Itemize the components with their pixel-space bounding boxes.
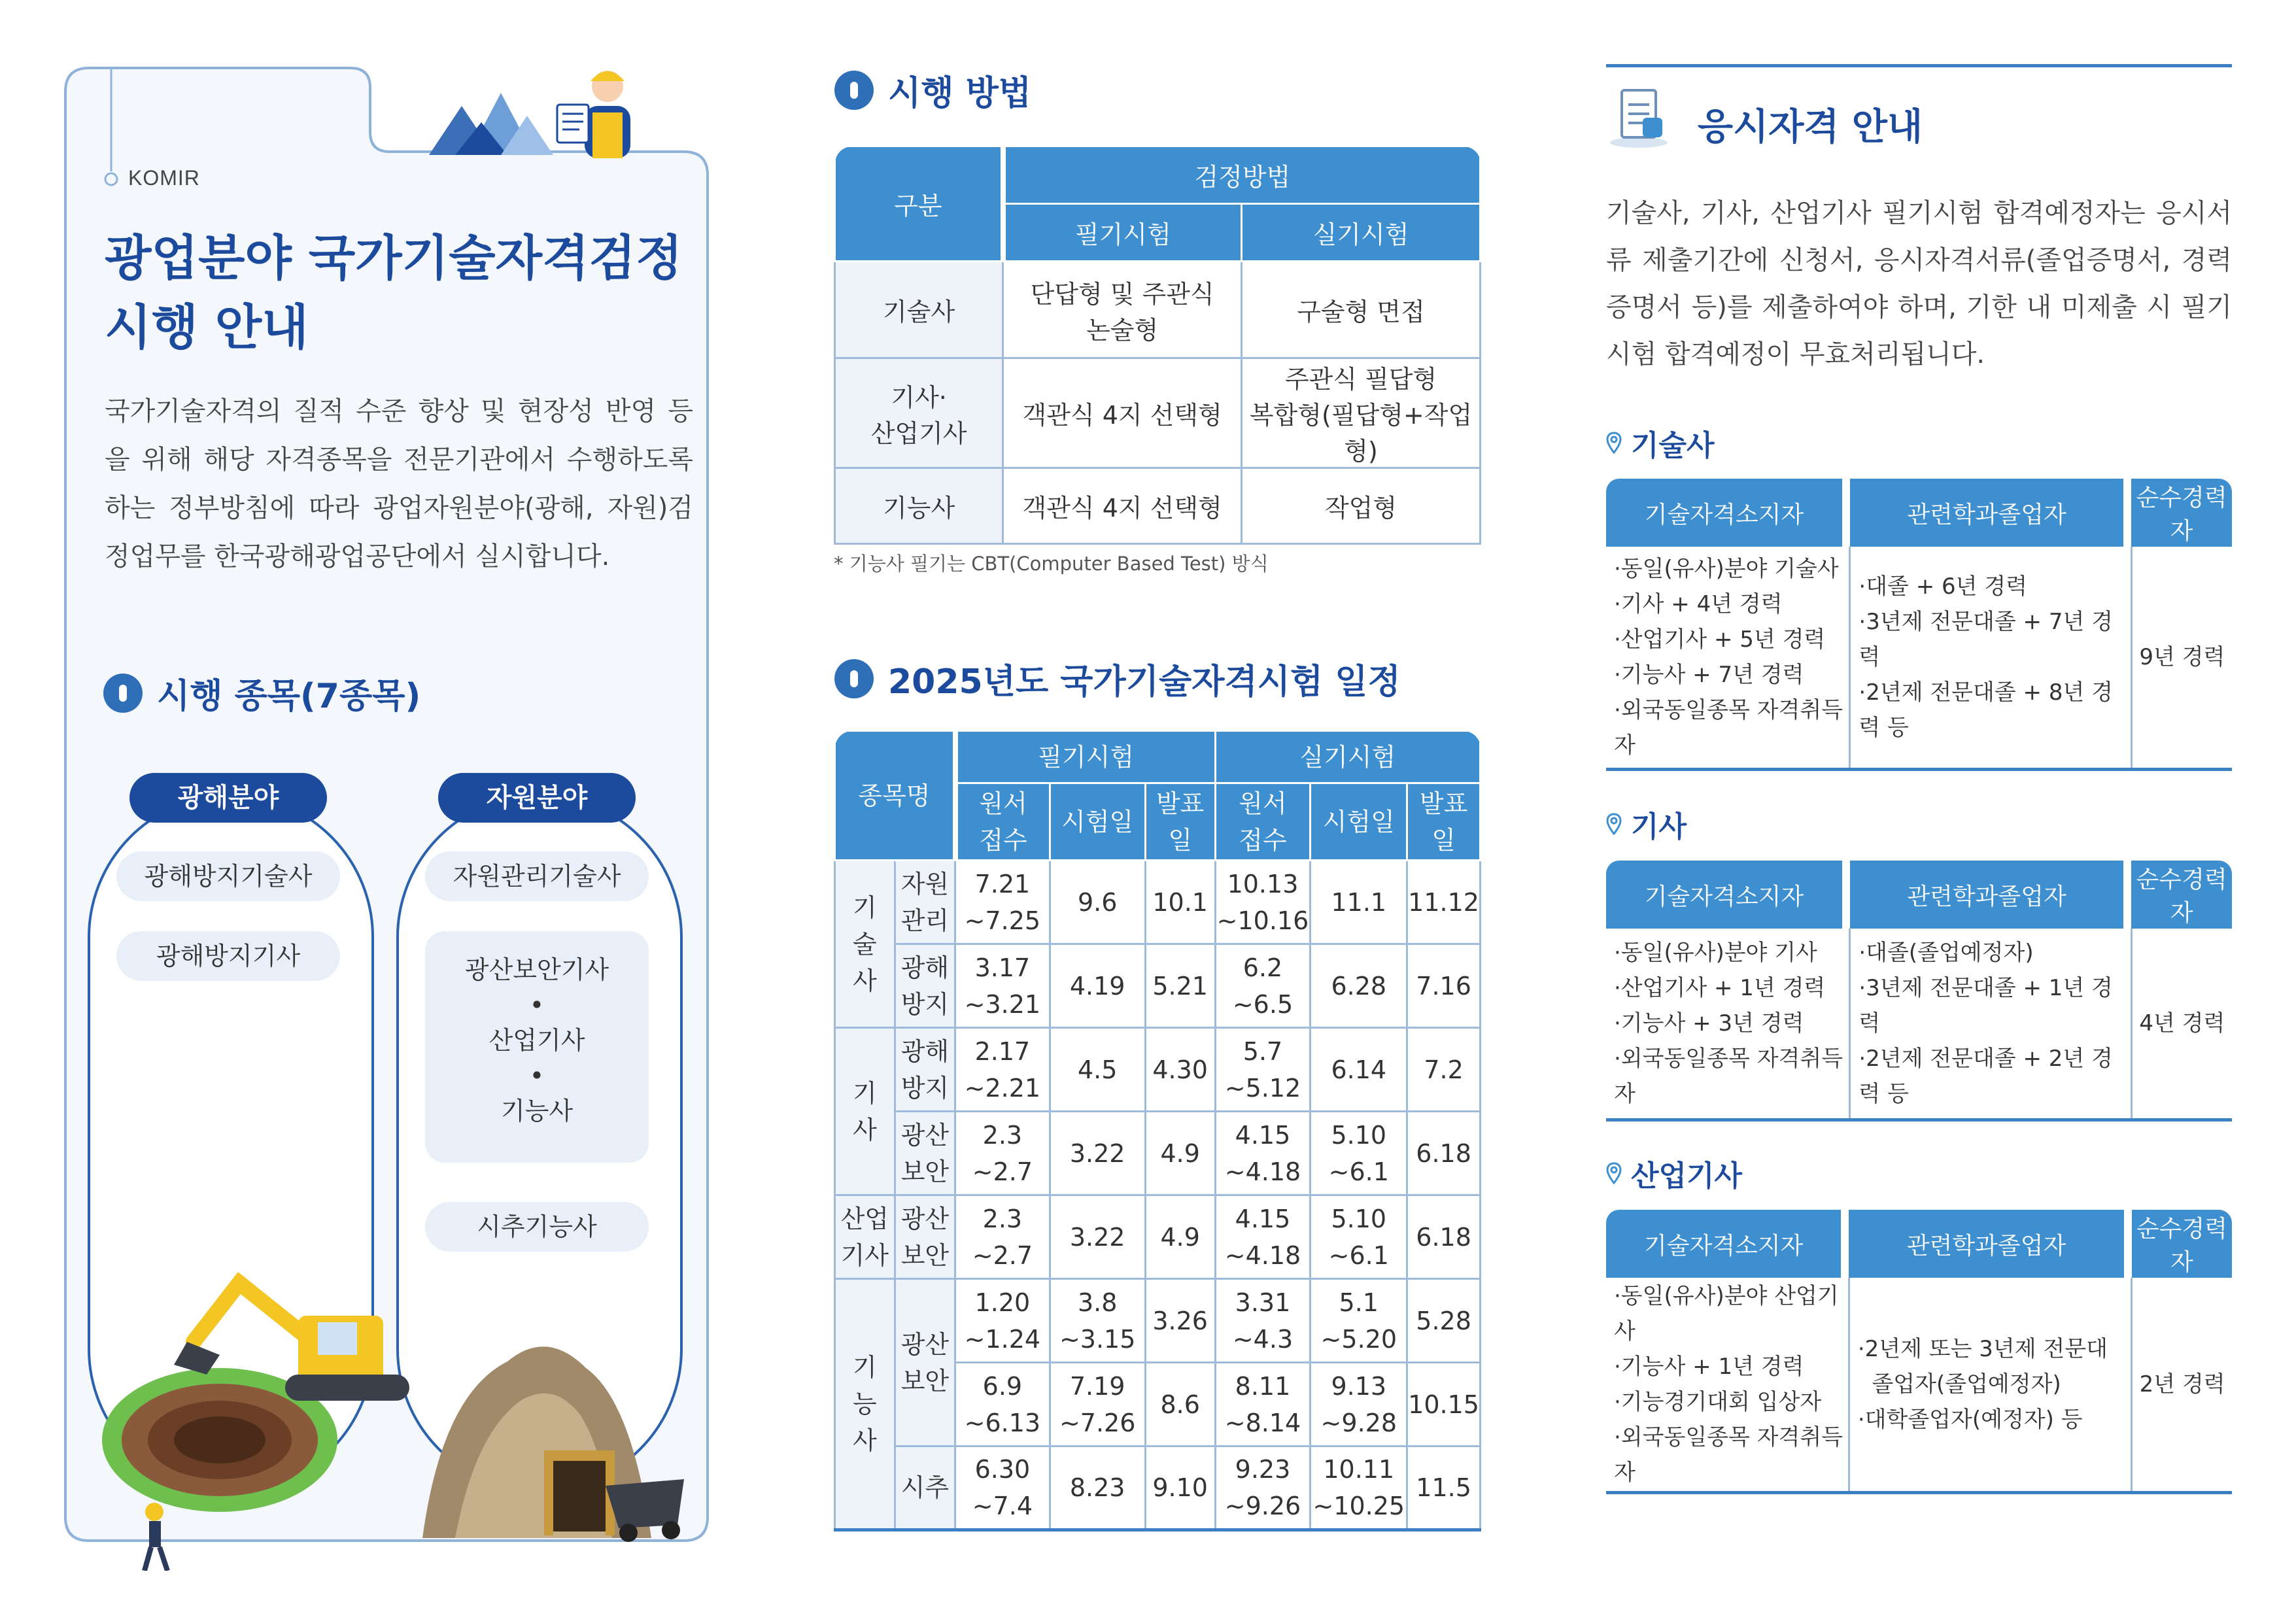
cell-line: 복합형(필답형+작업형) (1249, 401, 1473, 466)
cell-line: ~6.13 (964, 1408, 1041, 1437)
cell-line: 8.11 (1235, 1371, 1291, 1401)
method-note: * 기능사 필기는 CBT(Computer Based Test) 방식 (834, 553, 1269, 575)
type-item-group (425, 931, 649, 1163)
table-cell: 7.16 (1407, 944, 1481, 1028)
group-char: 사 (852, 1115, 877, 1144)
table-cell (1606, 547, 1850, 769)
cell-line: 자원 (900, 869, 950, 898)
table-cell: 11.12 (1407, 861, 1481, 944)
bullet-dot: • (529, 991, 545, 1019)
table-cell (1311, 1112, 1407, 1195)
list-item: ·기능사 + 1년 경력 (1614, 1354, 1804, 1380)
table-cell (1215, 944, 1311, 1028)
table-cell (1215, 1112, 1311, 1195)
cell-line: 관리 (900, 906, 950, 935)
table-cell: 2년 경력 (2132, 1278, 2232, 1493)
table-cell: 4.30 (1145, 1028, 1215, 1112)
location-pin-icon (1606, 813, 1622, 835)
table-cell (1606, 929, 1850, 1120)
table-cell (1215, 1028, 1311, 1112)
list-item: ·외국동일종목 자격취득자 (1614, 1424, 1843, 1486)
col-header: 순수경력자 (2131, 479, 2232, 547)
section-heading-text: 기술사 (1631, 429, 1715, 462)
table-cell: 객관식 4지 선택형 (1003, 358, 1242, 468)
cell-line: 9.23 (1235, 1455, 1291, 1484)
table-cell: 10.1 (1145, 861, 1215, 944)
col-header: 검정방법 (1003, 146, 1481, 204)
title-line-1: 광업분야 국가기술자격검정 (105, 230, 683, 286)
col-header: 기술자격소지자 (1606, 861, 1842, 929)
cell-line: ~3.21 (964, 989, 1041, 1019)
table-row (835, 861, 1481, 944)
document-icon (1606, 85, 1671, 150)
cell-line: 논술형 (1086, 315, 1159, 345)
col-header: 필기시험 (955, 731, 1215, 783)
cell-line: ~6.1 (1328, 1240, 1389, 1270)
col-header: 관련학과졸업자 (1850, 861, 2123, 929)
group-char: 사 (852, 966, 877, 995)
section-heading-professional-engineer (1606, 422, 1715, 464)
group-char: 산업 (840, 1204, 889, 1233)
col-header: 기술자격소지자 (1606, 479, 1842, 547)
cell-line: ~8.14 (1224, 1408, 1301, 1437)
table-cell (955, 944, 1050, 1028)
table-cell: 8.6 (1145, 1363, 1215, 1446)
cell-line: 광해 (900, 953, 950, 982)
list-item: ·동일(유사)분야 기술사 (1614, 555, 1839, 582)
table-cell: 11.5 (1407, 1446, 1481, 1530)
name-cell (895, 861, 955, 944)
method-heading-text: 시행 방법 (888, 74, 1032, 113)
cell-line: 방지 (900, 989, 950, 1019)
table-row (835, 944, 1481, 1028)
cell-line: 2.3 (982, 1204, 1023, 1233)
name-cell (895, 1279, 955, 1446)
table-cell (1606, 1278, 1849, 1493)
table-cell (1215, 1363, 1311, 1446)
table-cell (1311, 1279, 1407, 1363)
cell-line: 4.15 (1235, 1120, 1291, 1150)
type-item: 광해방지기술사 (116, 851, 340, 901)
location-pin-icon (1606, 432, 1622, 454)
list-item: ·기능사 + 7년 경력 (1614, 661, 1804, 688)
cell-line: 10.13 (1227, 869, 1299, 898)
list-item: ·외국동일종목 자격취득자 (1614, 1045, 1843, 1107)
cell-line: 6.30 (974, 1455, 1031, 1484)
cell-line: ~6.1 (1328, 1157, 1389, 1186)
table-cell: 9년 경력 (2131, 547, 2232, 769)
cell-line: ~3.15 (1059, 1324, 1136, 1354)
qualification-table-industrial-engineer (1606, 1210, 2232, 1494)
header-line: 원서 (1239, 789, 1287, 818)
table-row (835, 1112, 1481, 1195)
table-row (835, 1279, 1481, 1363)
table-cell (1003, 262, 1242, 358)
col-header: 종목명 (835, 731, 955, 861)
group-cell (835, 1028, 895, 1195)
header-line: 접수 (1239, 825, 1287, 855)
table-cell: 10.15 (1407, 1363, 1481, 1446)
section-heading-engineer (1606, 803, 1687, 845)
cell-line: ~6.5 (1232, 989, 1294, 1019)
bullet-dot: • (529, 1061, 545, 1090)
intro-text: 국가기술자격의 질적 수준 향상 및 현장성 반영 등을 위해 해당 자격종목을 전문기관에서 수행하도록 하는 정부방침에 따라 광업자원분야(광해, 자원)검정업무를 한국광해광업공단에서 실시합니다. (105, 396, 693, 572)
method-table (834, 145, 1481, 545)
table-cell: 3.26 (1145, 1279, 1215, 1363)
col-header (1215, 783, 1311, 861)
group-char: 기사 (840, 1240, 889, 1270)
cell-line: ~7.4 (972, 1492, 1033, 1520)
col-header: 실기시험 (1242, 204, 1481, 262)
list-item: ·대학졸업자(예정자) 등 (1857, 1407, 2083, 1433)
type-item: 자원관리기술사 (425, 851, 649, 901)
name-cell (895, 1195, 955, 1279)
qualification-title: 응시자격 안내 (1698, 106, 1923, 148)
table-cell: 4.5 (1050, 1028, 1145, 1112)
col-header: 발표일 (1145, 783, 1215, 861)
name-cell: 시추 (895, 1446, 955, 1530)
group-char: 기 (852, 1078, 877, 1108)
col-header: 시험일 (1311, 783, 1407, 861)
mine-illustration (416, 1290, 717, 1551)
types-heading-text: 시행 종목(7종목) (157, 677, 421, 716)
cell-line: 2.3 (982, 1120, 1023, 1150)
cell-line: ~4.3 (1232, 1324, 1294, 1354)
cell-line: 6.2 (1242, 953, 1283, 982)
type-item: 시추기능사 (425, 1202, 649, 1252)
cell-line: 1.20 (974, 1288, 1031, 1317)
table-cell (1311, 1446, 1407, 1530)
table-cell: 4.9 (1145, 1195, 1215, 1279)
table-cell: 5.28 (1407, 1279, 1481, 1363)
table-cell (1849, 1278, 2131, 1493)
table-cell: 5.21 (1145, 944, 1215, 1028)
cell-line: 보안 (900, 1240, 950, 1270)
table-row (835, 1028, 1481, 1112)
cell-line: 광산 (900, 1329, 950, 1359)
section-heading-industrial-engineer (1606, 1152, 1742, 1194)
table-row (835, 358, 1481, 468)
cell-line: 5.10 (1331, 1204, 1387, 1233)
table-cell: 객관식 4지 선택형 (1003, 468, 1242, 544)
cell-line: 5.1 (1339, 1288, 1379, 1317)
left-panel (63, 67, 710, 1543)
table-row (835, 468, 1481, 544)
table-cell: 4.19 (1050, 944, 1145, 1028)
category-label-resources: 자원분야 (438, 773, 636, 823)
list-item: ·3년제 전문대졸 + 1년 경력 (1859, 974, 2113, 1036)
col-header: 구분 (835, 146, 1003, 262)
group-char: 능 (852, 1390, 877, 1418)
table-cell (1242, 358, 1481, 468)
category-label-mining-damage: 광해분야 (129, 773, 327, 823)
table-cell: 구술형 면접 (1242, 262, 1481, 358)
cell-line: 7.21 (974, 869, 1031, 898)
cell-line: ~10.16 (1216, 906, 1309, 935)
table-row (835, 1195, 1481, 1279)
cell-line: ~2.7 (972, 1157, 1033, 1186)
qualification-text: 기술사, 기사, 산업기사 필기시험 합격예정자는 응시서류 제출기간에 신청서, 응시자격서류(졸업증명서, 경력증명서 등)를 제출하여야 하며, 기한 내 미제출 시 필기시험 합격예정이 무효처리됩니다. (1606, 198, 2232, 369)
list-item: ·대졸(졸업예정자) (1859, 939, 2034, 966)
worker-illustration (429, 67, 704, 158)
list-item: ·산업기사 + 1년 경력 (1614, 974, 1826, 1001)
cell-line: ~7.26 (1059, 1408, 1136, 1437)
group-cell (835, 1195, 895, 1279)
page-title (105, 224, 693, 362)
col-header: 관련학과졸업자 (1850, 479, 2123, 547)
cell-line: 3.17 (974, 953, 1031, 982)
row-header: 기술사 (835, 262, 1003, 358)
excavator-illustration (89, 1244, 442, 1571)
header-line: 원서 (979, 789, 1027, 818)
col-header: 기술자격소지자 (1606, 1210, 1841, 1278)
table-cell: 9.10 (1145, 1446, 1215, 1530)
col-header: 실기시험 (1215, 731, 1480, 783)
qualification-table-professional-engineer (1606, 479, 2232, 771)
cell-line: 10.11 (1323, 1455, 1395, 1484)
cell-line: 6.9 (982, 1371, 1023, 1401)
cell-line: 보안 (900, 1366, 950, 1395)
cell-line: ~5.12 (1224, 1073, 1301, 1103)
row-header: 기능사 (835, 468, 1003, 544)
info-icon (103, 674, 143, 713)
cell-line: ~4.18 (1224, 1157, 1301, 1186)
table-cell (1850, 547, 2131, 769)
list-item: ·2년제 또는 3년제 전문대 (1857, 1336, 2108, 1362)
section-heading-text: 산업기사 (1631, 1159, 1743, 1193)
table-cell (1215, 1446, 1311, 1530)
table-cell: 11.1 (1311, 861, 1407, 944)
group-char: 사 (852, 1426, 877, 1455)
table-cell (955, 1279, 1050, 1363)
cell-line: 기사· (891, 383, 947, 412)
header-line: 접수 (979, 825, 1027, 855)
location-pin-icon (1606, 1162, 1622, 1184)
cell-line: ~4.18 (1224, 1240, 1301, 1270)
col-header: 관련학과졸업자 (1849, 1210, 2123, 1278)
name-cell (895, 944, 955, 1028)
cell-line: 3.8 (1077, 1288, 1118, 1317)
table-cell (1850, 929, 2131, 1120)
schedule-heading-text: 2025년도 국가기술자격시험 일정 (888, 662, 1401, 702)
col-header: 발표일 (1407, 783, 1481, 861)
cell-line: ~1.24 (964, 1324, 1041, 1354)
section-heading-text: 기사 (1631, 810, 1687, 844)
list-item: ·기능경기대회 입상자 (1614, 1389, 1822, 1415)
cell-line: ~7.25 (964, 906, 1041, 935)
table-cell: 7.2 (1407, 1028, 1481, 1112)
cell-line: ~2.7 (972, 1240, 1033, 1270)
table-cell: 3.22 (1050, 1112, 1145, 1195)
col-header (955, 783, 1050, 861)
col-header: 필기시험 (1003, 204, 1242, 262)
table-cell: 6.18 (1407, 1195, 1481, 1279)
types-heading (103, 668, 420, 717)
table-cell: 6.14 (1311, 1028, 1407, 1112)
cell-line: 9.13 (1331, 1371, 1387, 1401)
row-header (835, 358, 1003, 468)
table-cell (1311, 1363, 1407, 1446)
cell-line: 산업기사 (870, 419, 967, 448)
cell-line: 3.31 (1235, 1288, 1291, 1317)
table-cell (1050, 1363, 1145, 1446)
group-char: 술 (852, 929, 877, 959)
type-item: 기능사 (500, 1097, 574, 1125)
cell-line: ~5.20 (1320, 1324, 1397, 1354)
group-cell (835, 1279, 895, 1530)
table-cell: 3.22 (1050, 1195, 1145, 1279)
group-char: 기 (852, 1353, 877, 1382)
list-item: ·외국동일종목 자격취득자 (1614, 696, 1843, 759)
schedule-heading (834, 654, 1401, 703)
cell-line: ~9.28 (1320, 1408, 1397, 1437)
cell-line: ~9.26 (1224, 1492, 1301, 1520)
list-item: ·산업기사 + 5년 경력 (1614, 626, 1826, 653)
title-line-2: 시행 안내 (105, 299, 309, 356)
cell-line: 단답형 및 주관식 (1030, 279, 1214, 309)
schedule-table (834, 730, 1481, 1531)
list-item: ·기사 + 4년 경력 (1614, 590, 1783, 617)
col-header: 시험일 (1050, 783, 1145, 861)
list-item: ·2년제 전문대졸 + 8년 경력 등 (1859, 679, 2113, 741)
col-header: 순수경력자 (2132, 1210, 2232, 1278)
table-cell (1050, 1279, 1145, 1363)
table-cell (955, 1446, 1050, 1530)
type-item: 산업기사 (488, 1026, 585, 1055)
list-item: ·동일(유사)분야 기사 (1614, 939, 1817, 966)
table-cell (955, 861, 1050, 944)
cell-line: 보안 (900, 1157, 950, 1186)
table-cell: 작업형 (1242, 468, 1481, 544)
table-row (835, 262, 1481, 358)
cell-line: 방지 (900, 1073, 950, 1103)
qualification-table-engineer (1606, 861, 2232, 1121)
cell-line: 2.17 (974, 1036, 1031, 1066)
cell-line: 5.10 (1331, 1120, 1387, 1150)
name-cell (895, 1112, 955, 1195)
cell-line: 광산 (900, 1204, 950, 1233)
table-cell (1215, 1279, 1311, 1363)
table-cell (955, 1112, 1050, 1195)
list-item: ·기능사 + 3년 경력 (1614, 1010, 1804, 1036)
table-cell: 6.28 (1311, 944, 1407, 1028)
table-cell: 9.6 (1050, 861, 1145, 944)
cell-line: ~2.21 (964, 1073, 1041, 1103)
list-item: ·동일(유사)분야 산업기사 (1614, 1283, 1839, 1344)
table-cell: 8.23 (1050, 1446, 1145, 1530)
info-icon (834, 71, 874, 110)
top-divider (1606, 64, 2232, 67)
brand-label: KOMIR (128, 166, 200, 190)
table-cell (955, 1363, 1050, 1446)
method-heading (834, 65, 1031, 114)
cell-line: 4.15 (1235, 1204, 1291, 1233)
list-item: 졸업자(졸업예정자) (1857, 1371, 2061, 1397)
cell-line: 광산 (900, 1120, 950, 1150)
info-icon (834, 659, 874, 698)
cell-line: 광해 (900, 1036, 950, 1066)
table-cell (1215, 861, 1311, 944)
type-item: 광해방지기사 (116, 931, 340, 981)
list-item: ·3년제 전문대졸 + 7년 경력 (1859, 608, 2113, 670)
col-header: 순수경력자 (2131, 861, 2232, 929)
list-item: ·2년제 전문대졸 + 2년 경력 등 (1859, 1045, 2113, 1107)
name-cell (895, 1028, 955, 1112)
cell-line: 7.19 (1069, 1371, 1125, 1401)
cell-line: 5.7 (1242, 1036, 1283, 1066)
table-row (835, 1446, 1481, 1530)
cell-line: ~10.25 (1312, 1492, 1405, 1520)
table-cell: 4년 경력 (2131, 929, 2232, 1120)
table-cell: 6.18 (1407, 1112, 1481, 1195)
table-cell (955, 1195, 1050, 1279)
group-cell (835, 861, 895, 1028)
table-cell (955, 1028, 1050, 1112)
group-char: 기 (852, 893, 877, 922)
cell-line: 주관식 필답형 (1284, 365, 1437, 394)
table-cell (1311, 1195, 1407, 1279)
type-item: 광산보안기사 (464, 955, 609, 984)
table-cell: 4.9 (1145, 1112, 1215, 1195)
list-item: ·대졸 + 6년 경력 (1859, 573, 2027, 600)
table-cell (1215, 1195, 1311, 1279)
